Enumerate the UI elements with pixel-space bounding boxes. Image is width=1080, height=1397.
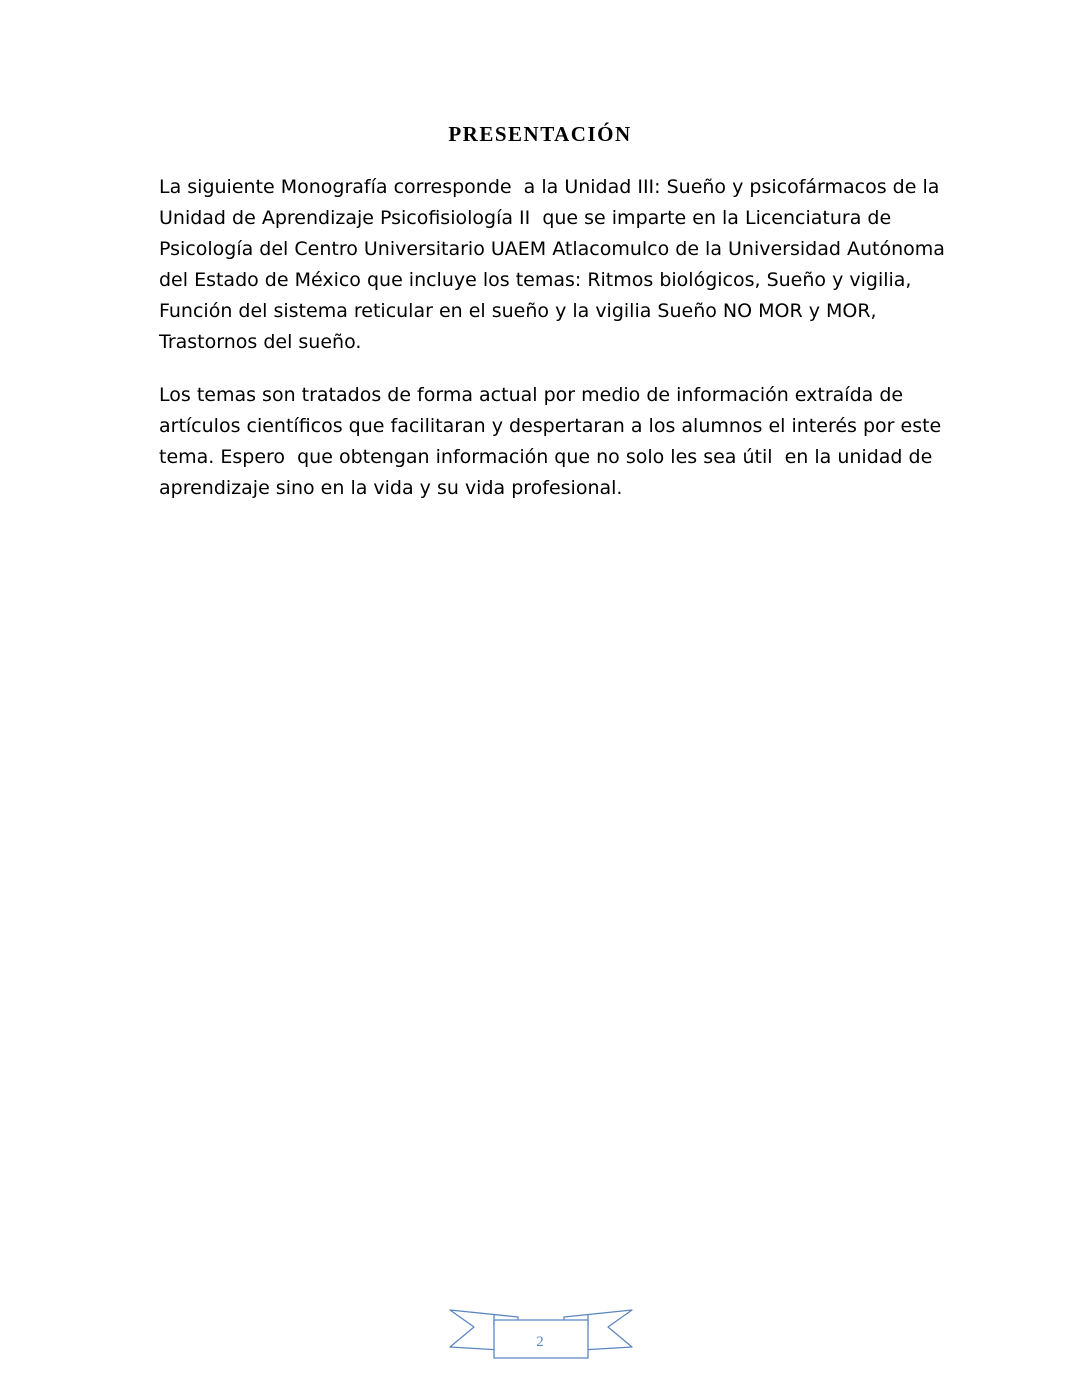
paragraph-line: Unidad de Aprendizaje Psicofisiología II que se imparte en la Licenciatura de (159, 207, 892, 229)
paragraph-line: del Estado de México que incluye los temas: Ritmos biológicos, Sueño y vigilia, (159, 269, 912, 291)
paragraph-1 (159, 172, 945, 358)
paragraph-2 (159, 380, 942, 504)
paragraph-line: Psicología del Centro Universitario UAEM Atlacomulco de la Universidad Autónoma (159, 238, 945, 260)
page-number: 2 (536, 1334, 544, 1350)
paragraph-line: tema. Espero que obtengan información que no solo les sea útil en la unidad de (159, 446, 933, 468)
paragraph-line: Los temas son tratados de forma actual por medio de información extraída de (159, 384, 904, 406)
paragraph-line: artículos científicos que facilitaran y despertaran a los alumnos el interés por este (159, 415, 942, 437)
page-title: PRESENTACIÓN (448, 122, 632, 146)
paragraph-line: Trastornos del sueño. (159, 331, 362, 353)
paragraph-line: La siguiente Monografía corresponde a la Unidad III: Sueño y psicofármacos de la (159, 176, 940, 198)
paragraph-line: Función del sistema reticular en el sueño y la vigilia Sueño NO MOR y MOR, (159, 300, 877, 322)
paragraph-line: aprendizaje sino en la vida y su vida profesional. (159, 477, 623, 499)
